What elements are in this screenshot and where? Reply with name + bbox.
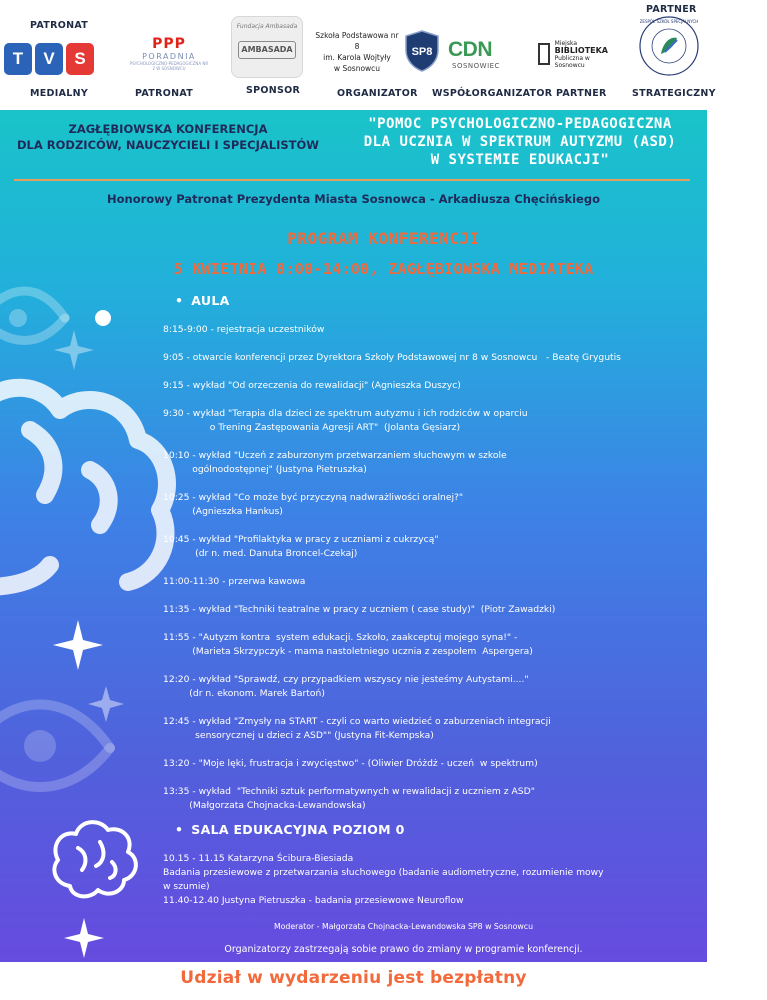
conference-title-line: W SYSTEMIE EDUKACJI": [430, 152, 610, 168]
agenda-item-line: o Trening Zastępowania Agresji ART" (Jolanta Gęsiarz): [163, 422, 461, 433]
agenda-item-line: sensorycznej u dzieci z ASD"" (Justyna Fit-Kempska): [163, 730, 434, 741]
program-date-venue: 5 KWIETNIA 8:00-14:00, ZAGŁĘBIOWSKA MEDIATEKA: [173, 260, 594, 278]
label-medialny: MEDIALNY: [30, 88, 88, 99]
school-line: Szkoła Podstawowa nr 8: [315, 31, 399, 51]
section-title-sala: • SALA EDUKACYJNA POZIOM 0: [175, 822, 405, 837]
agenda-item-line: 10:45 - wykład "Profilaktyka w pracy z uczniami z cukrzycą": [163, 534, 439, 545]
agenda-item: [163, 575, 683, 603]
tvs-letter: T: [4, 43, 32, 75]
agenda-item-line: 12:20 - wykład "Sprawdź, czy przypadkiem wszyscy nie jesteśmy Autystami....": [163, 674, 529, 685]
agenda-item-line: 11:55 - "Autyzm kontra system edukacji. Szkoło, zaakceptuj mojego syna!" -: [163, 632, 518, 643]
label-strategiczny: STRATEGICZNY: [632, 88, 716, 99]
sponsor-name: AMBASADA: [238, 41, 296, 59]
agenda-item-line: 9:05 - otwarcie konferencji przez Dyrektora Szkoły Podstawowej nr 8 w Sosnowcu - Beatę Grygutis: [163, 352, 621, 363]
agenda-item-line: 11:35 - wykład "Techniki teatralne w pracy z uczniem ( case study)" (Piotr Zawadzki): [163, 604, 556, 615]
conference-subtitle: [8, 121, 328, 153]
school-line: im. Karola Wojtyły: [323, 53, 391, 62]
small-brain-icon: [54, 822, 135, 896]
agenda-item-line: 9:30 - wykład "Terapia dla dzieci ze spektrum autyzmu i ich rodziców w oparciu: [163, 408, 528, 419]
eye-outline-icon: [0, 291, 65, 341]
agenda-item: [163, 533, 683, 575]
agenda-item-line: 8:15-9:00 - rejestracja uczestników: [163, 324, 325, 335]
label-partner: PARTNER: [556, 88, 607, 99]
aula-agenda: [163, 323, 683, 813]
program-title: PROGRAM KONFERENCJI: [287, 229, 480, 248]
eye-outline-icon: [0, 705, 110, 788]
agenda-item: [163, 673, 683, 715]
conference-title-line: DLA UCZNIA W SPEKTRUM AUTYZMU (ASD): [363, 134, 677, 150]
conference-subtitle-line: ZAGŁĘBIOWSKA KONFERENCJA: [68, 122, 268, 136]
agenda-item-line: 9:15 - wykład "Od orzeczenia do rewalidacji" (Agnieszka Duszyc): [163, 380, 461, 391]
sala-line: Badania przesiewowe z przetwarzania słuchowego (badanie audiometryczne, rozumienie mowy: [163, 867, 604, 878]
school-line: w Sosnowcu: [333, 64, 381, 73]
biblioteka-line: BIBLIOTEKA: [554, 45, 608, 55]
agenda-item-line: 13:35 - wykład "Techniki sztuk performatywnych w rewalidacji z uczniem z ASD": [163, 786, 535, 797]
moderator-note: Moderator - Małgorzata Chojnacka-Lewandowska SP8 w Sosnowcu: [273, 922, 534, 931]
tvs-letter: S: [66, 43, 94, 75]
ppp-text: PORADNIA: [142, 52, 196, 61]
divider: [14, 179, 690, 181]
agenda-item: [163, 491, 683, 533]
brain-outline-icon: [0, 388, 167, 587]
sponsor-top-text: Fundacja Ambasada: [236, 23, 298, 30]
honorary-patronage: Honorowy Patronat Prezydenta Miasta Sosnowca - Arkadiusza Chęcińskiego: [106, 192, 600, 206]
ppp-mark: PPP: [152, 36, 186, 52]
organizers-note: Organizatorzy zastrzegają sobie prawo do zmiany w programie konferencji.: [224, 944, 583, 955]
agenda-item-line: (Małgorzata Chojnacka-Lewandowska): [163, 800, 366, 811]
conference-title: [350, 115, 690, 169]
agenda-item-line: 10:10 - wykład "Uczeń z zaburzonym przetwarzaniem słuchowym w szkole: [163, 450, 507, 461]
label-patronat: PATRONAT: [135, 88, 194, 99]
agenda-item: [163, 379, 683, 407]
agenda-item-line: 12:45 - wykład "Zmysły na START - czyli co warto wiedzieć o zaburzeniach integracji: [163, 716, 551, 727]
agenda-item-line: (dr n. med. Danuta Broncel-Czekaj): [163, 548, 358, 559]
section-title-aula: • AULA: [175, 293, 230, 308]
label-sponsor: SPONSOR: [246, 85, 301, 96]
agenda-item: [163, 407, 683, 449]
cdn-mark: CDN: [448, 38, 492, 61]
cdn-subtext: SOSNOWIEC: [452, 62, 500, 70]
agenda-item-line: (Agnieszka Hankus): [163, 506, 283, 517]
agenda-item: [163, 351, 683, 379]
agenda-item-line: 13:20 - "Moje lęki, frustracja i zwycięstwo" - (Oliwier Dróżdż - uczeń w spektrum): [163, 758, 538, 769]
agenda-item-line: (Marieta Skrzypczyk - mama nastoletniego ucznia z zespołem Aspergera): [163, 646, 533, 657]
agenda-item-line: (dr n. ekonom. Marek Bartoń): [163, 688, 325, 699]
agenda-item: [163, 631, 683, 673]
agenda-item: [163, 715, 683, 757]
ppp-subtext: PSYCHOLOGICZNO-PEDAGOGICZNA NR 2 W SOSNOWCU: [129, 61, 209, 71]
agenda-item: [163, 603, 683, 631]
agenda-item: [163, 449, 683, 491]
label-partner-top: PARTNER: [646, 4, 697, 15]
sala-line: 11.40-12.40 Justyna Pietruszka - badania przesiewowe Neuroflow: [163, 895, 464, 906]
free-entry-note: Udział w wydarzeniu jest bezpłatny: [180, 968, 527, 988]
sala-schedule: [163, 852, 683, 908]
sala-line: w szumie): [163, 881, 210, 892]
tvs-letter: V: [35, 43, 63, 75]
label-patronat-medialny-top: PATRONAT: [30, 20, 89, 31]
sp8-text: SP8: [411, 46, 433, 58]
biblioteka-line: Miejska: [554, 39, 578, 47]
agenda-item: [163, 785, 683, 813]
biblioteka-line: Publiczna w Sosnowcu: [554, 54, 590, 69]
partner-seal-text: ZESPÓŁ SZKÓŁ SPECJALNYCH: [639, 19, 699, 24]
agenda-item-line: 10:25 - wykład "Co może być przyczyną nadwrażliwości oralnej?": [163, 492, 464, 503]
conference-subtitle-line: DLA RODZICÓW, NAUCZYCIELI I SPECJALISTÓW: [17, 138, 319, 152]
conference-title-line: "POMOC PSYCHOLOGICZNO-PEDAGOGICZNA: [368, 116, 672, 132]
agenda-item-line: 11:00-11:30 - przerwa kawowa: [163, 576, 306, 587]
dot-icon: [95, 310, 111, 326]
agenda-item: [163, 323, 683, 351]
label-organizator: ORGANIZATOR: [337, 88, 418, 99]
agenda-item: [163, 757, 683, 785]
agenda-item-line: ogólnodostępnej" (Justyna Pietruszka): [163, 464, 367, 475]
sala-line: 10.15 - 11.15 Katarzyna Ścibura-Biesiada: [163, 853, 354, 864]
label-wspolorganizator: WSPÓŁORGANIZATOR: [432, 88, 553, 99]
